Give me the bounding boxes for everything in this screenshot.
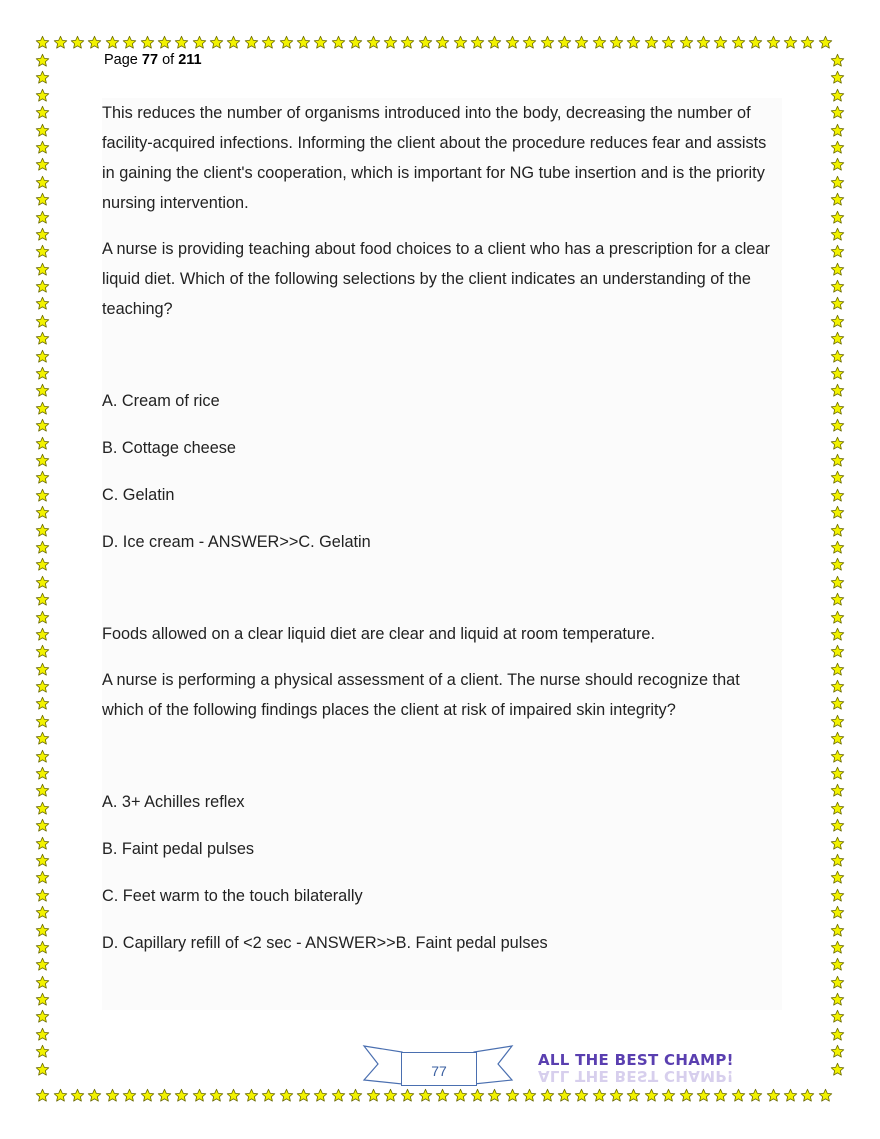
star-outline-icon [625,1087,642,1104]
star-outline-icon [295,1087,312,1104]
star-outline-icon [660,1087,677,1104]
star-outline-icon [695,1087,712,1104]
star-outline-icon [121,34,138,51]
star-outline-icon [643,34,660,51]
star-outline-icon [434,34,451,51]
star-outline-icon [829,365,846,382]
star-outline-icon [34,956,51,973]
star-outline-icon [34,522,51,539]
star-outline-icon [277,1087,294,1104]
document-body [102,98,782,1010]
q2-option-b: B. Faint pedal pulses [102,840,255,858]
star-outline-icon [34,330,51,347]
star-outline-icon [399,34,416,51]
star-outline-icon [829,730,846,747]
star-outline-icon [573,1087,590,1104]
star-outline-icon [34,695,51,712]
star-outline-icon [34,1087,51,1104]
star-outline-icon [829,104,846,121]
star-outline-icon [34,922,51,939]
star-outline-icon [556,1087,573,1104]
star-outline-icon [643,1087,660,1104]
star-outline-icon [829,556,846,573]
star-outline-icon [34,243,51,260]
star-outline-icon [829,835,846,852]
star-outline-icon [829,922,846,939]
star-outline-icon [34,991,51,1008]
star-outline-icon [829,278,846,295]
star-outline-icon [34,348,51,365]
star-outline-icon [451,34,468,51]
star-outline-icon [829,782,846,799]
star-outline-icon [104,1087,121,1104]
star-outline-icon [225,1087,242,1104]
question-2: A nurse is performing a physical assessment of a client. The nurse should recognize that which of the following findings places the client at risk of impaired skin integrity? [102,671,740,719]
star-outline-icon [608,34,625,51]
star-outline-icon [829,748,846,765]
star-outline-icon [730,1087,747,1104]
star-outline-icon [829,713,846,730]
star-outline-icon [538,1087,555,1104]
star-outline-icon [829,435,846,452]
star-outline-icon [34,939,51,956]
star-outline-icon [34,643,51,660]
star-outline-icon [829,522,846,539]
star-outline-icon [34,887,51,904]
star-outline-icon [829,348,846,365]
star-outline-icon [312,1087,329,1104]
star-outline-icon [712,34,729,51]
star-outline-icon [486,1087,503,1104]
intro-paragraph: This reduces the number of organisms introduced into the body, decreasing the number of facility-acquired infections. Informing the client about the procedure reduces fear and assists in gaining the client's cooperation, which is important for NG tube insertion and is the priority nursing intervention. [102,104,767,212]
star-outline-icon [34,87,51,104]
star-outline-icon [829,939,846,956]
star-outline-icon [521,34,538,51]
star-border-right [829,52,847,1088]
star-border-top [34,34,848,52]
star-outline-icon [799,1087,816,1104]
star-outline-icon [677,34,694,51]
star-outline-icon [829,226,846,243]
star-outline-icon [330,34,347,51]
star-outline-icon [829,678,846,695]
star-outline-icon [34,191,51,208]
star-outline-icon [829,974,846,991]
star-outline-icon [364,34,381,51]
star-outline-icon [330,1087,347,1104]
star-outline-icon [34,52,51,69]
star-outline-icon [504,1087,521,1104]
star-outline-icon [829,382,846,399]
star-outline-icon [829,626,846,643]
star-outline-icon [121,1087,138,1104]
star-outline-icon [829,661,846,678]
star-outline-icon [34,226,51,243]
star-outline-icon [34,69,51,86]
star-outline-icon [817,1087,834,1104]
star-outline-icon [34,487,51,504]
star-outline-icon [417,34,434,51]
footer-slogan-reflection: ALL THE BEST CHAMP! [538,1067,734,1085]
star-outline-icon [829,400,846,417]
star-outline-icon [764,1087,781,1104]
star-outline-icon [730,34,747,51]
star-outline-icon [829,539,846,556]
star-outline-icon [364,1087,381,1104]
star-outline-icon [829,956,846,973]
star-outline-icon [260,1087,277,1104]
star-outline-icon [173,1087,190,1104]
star-outline-icon [34,1061,51,1078]
star-outline-icon [829,800,846,817]
star-outline-icon [829,261,846,278]
star-outline-icon [260,34,277,51]
star-outline-icon [712,1087,729,1104]
star-outline-icon [34,139,51,156]
star-outline-icon [34,278,51,295]
star-outline-icon [34,574,51,591]
page-current: 77 [141,52,159,68]
star-outline-icon [829,313,846,330]
star-outline-icon [34,904,51,921]
star-outline-icon [34,261,51,278]
star-outline-icon [34,852,51,869]
star-outline-icon [34,835,51,852]
star-outline-icon [829,69,846,86]
star-outline-icon [625,34,642,51]
star-outline-icon [156,1087,173,1104]
star-outline-icon [34,556,51,573]
star-outline-icon [34,504,51,521]
page-of: of [162,52,175,68]
star-outline-icon [829,174,846,191]
star-outline-icon [829,452,846,469]
star-outline-icon [191,1087,208,1104]
star-outline-icon [829,591,846,608]
star-outline-icon [399,1087,416,1104]
page-prefix: Page [104,52,138,68]
star-outline-icon [34,539,51,556]
page-header [104,52,202,68]
star-outline-icon [747,34,764,51]
star-outline-icon [34,104,51,121]
star-outline-icon [34,295,51,312]
star-outline-icon [347,34,364,51]
star-outline-icon [34,713,51,730]
star-outline-icon [829,574,846,591]
star-outline-icon [782,1087,799,1104]
star-outline-icon [295,34,312,51]
star-outline-icon [34,800,51,817]
star-outline-icon [225,34,242,51]
star-outline-icon [34,661,51,678]
q1-option-b: B. Cottage cheese [102,439,236,457]
star-outline-icon [243,1087,260,1104]
star-outline-icon [451,1087,468,1104]
star-outline-icon [829,1008,846,1025]
q1-option-a: A. Cream of rice [102,392,220,410]
star-outline-icon [829,209,846,226]
star-outline-icon [829,1026,846,1043]
star-outline-icon [829,991,846,1008]
star-outline-icon [34,609,51,626]
q2-option-a: A. 3+ Achilles reflex [102,793,245,811]
star-outline-icon [34,626,51,643]
star-outline-icon [469,1087,486,1104]
star-outline-icon [34,591,51,608]
star-outline-icon [173,34,190,51]
footer-page-number: 77 [401,1052,477,1086]
star-outline-icon [829,417,846,434]
star-outline-icon [486,34,503,51]
star-outline-icon [69,34,86,51]
star-outline-icon [573,34,590,51]
star-outline-icon [34,1026,51,1043]
star-outline-icon [829,156,846,173]
star-outline-icon [34,452,51,469]
star-outline-icon [747,1087,764,1104]
star-outline-icon [277,34,294,51]
star-outline-icon [138,34,155,51]
star-outline-icon [829,87,846,104]
star-outline-icon [829,643,846,660]
star-outline-icon [243,34,260,51]
star-outline-icon [191,34,208,51]
star-outline-icon [829,122,846,139]
star-outline-icon [34,313,51,330]
star-outline-icon [312,34,329,51]
star-outline-icon [829,904,846,921]
star-outline-icon [504,34,521,51]
star-outline-icon [34,974,51,991]
star-outline-icon [591,1087,608,1104]
star-outline-icon [208,34,225,51]
star-outline-icon [34,122,51,139]
star-outline-icon [829,869,846,886]
star-outline-icon [86,1087,103,1104]
star-outline-icon [677,1087,694,1104]
star-outline-icon [104,34,121,51]
star-outline-icon [51,34,68,51]
star-outline-icon [156,34,173,51]
star-outline-icon [34,1008,51,1025]
star-outline-icon [34,209,51,226]
star-outline-icon [382,1087,399,1104]
star-outline-icon [608,1087,625,1104]
q2-option-d: D. Capillary refill of <2 sec - ANSWER>>B. Faint pedal pulses [102,934,548,952]
star-outline-icon [817,34,834,51]
star-outline-icon [556,34,573,51]
star-outline-icon [660,34,677,51]
star-outline-icon [34,748,51,765]
star-border-bottom [34,1087,848,1105]
star-outline-icon [434,1087,451,1104]
star-outline-icon [34,469,51,486]
star-outline-icon [417,1087,434,1104]
star-outline-icon [829,243,846,260]
star-outline-icon [34,765,51,782]
star-outline-icon [469,34,486,51]
star-outline-icon [829,852,846,869]
q1-option-d: D. Ice cream - ANSWER>>C. Gelatin [102,533,371,551]
star-outline-icon [521,1087,538,1104]
star-outline-icon [34,869,51,886]
star-outline-icon [538,34,555,51]
page-total: 211 [178,52,202,68]
star-outline-icon [208,1087,225,1104]
question-1: A nurse is providing teaching about food choices to a client who has a prescription for a clear liquid diet. Which of the following selections by the client indicates an understanding of the teaching? [102,240,770,318]
star-outline-icon [829,887,846,904]
star-outline-icon [51,1087,68,1104]
star-outline-icon [347,1087,364,1104]
star-outline-icon [829,817,846,834]
star-outline-icon [34,382,51,399]
star-outline-icon [695,34,712,51]
star-outline-icon [34,782,51,799]
star-outline-icon [782,34,799,51]
star-outline-icon [34,156,51,173]
star-outline-icon [138,1087,155,1104]
star-outline-icon [34,1043,51,1060]
star-outline-icon [764,34,781,51]
star-outline-icon [34,34,51,51]
star-outline-icon [34,435,51,452]
star-outline-icon [34,678,51,695]
star-outline-icon [829,139,846,156]
star-outline-icon [34,417,51,434]
star-outline-icon [829,609,846,626]
star-outline-icon [829,1043,846,1060]
star-outline-icon [34,365,51,382]
star-outline-icon [829,765,846,782]
star-outline-icon [591,34,608,51]
star-outline-icon [829,487,846,504]
star-outline-icon [829,695,846,712]
star-outline-icon [382,34,399,51]
star-outline-icon [829,469,846,486]
star-outline-icon [829,295,846,312]
star-outline-icon [69,1087,86,1104]
q1-option-c: C. Gelatin [102,486,175,504]
star-outline-icon [829,1061,846,1078]
star-outline-icon [34,730,51,747]
footer-slogan: ALL THE BEST CHAMP! [538,1051,734,1069]
star-outline-icon [34,400,51,417]
q2-option-c: C. Feet warm to the touch bilaterally [102,887,363,905]
star-border-left [34,52,52,1088]
star-outline-icon [34,174,51,191]
star-outline-icon [34,817,51,834]
star-outline-icon [829,191,846,208]
star-outline-icon [86,34,103,51]
star-outline-icon [829,330,846,347]
star-outline-icon [799,34,816,51]
q1-rationale: Foods allowed on a clear liquid diet are clear and liquid at room temperature. [102,625,655,643]
star-outline-icon [829,504,846,521]
star-outline-icon [829,52,846,69]
